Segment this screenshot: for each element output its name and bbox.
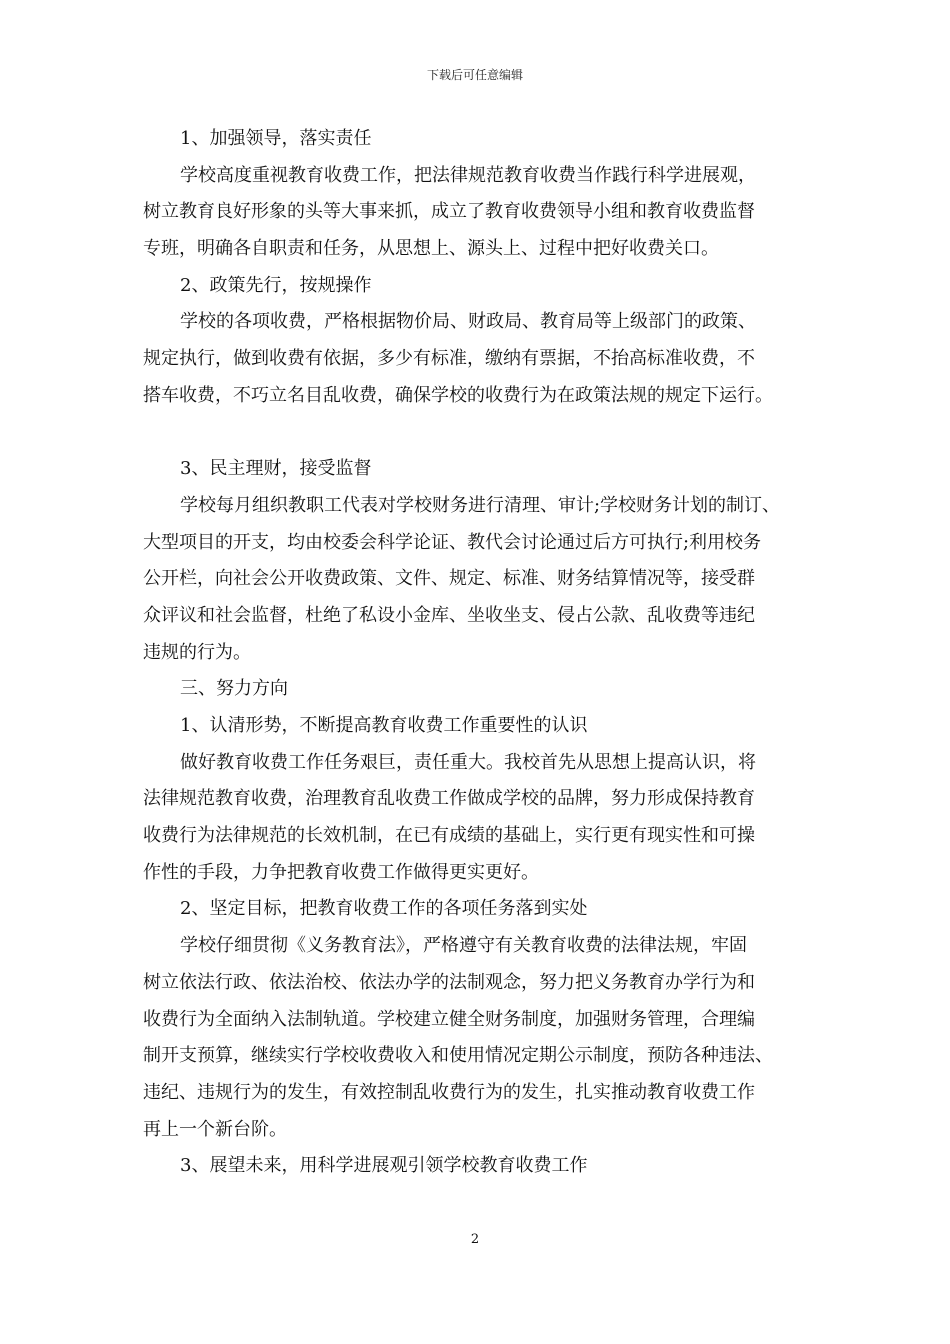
blank-line xyxy=(143,415,823,452)
paragraph-line: 学校高度重视教育收费工作，把法律规范教育收费当作践行科学进展观， xyxy=(180,164,756,186)
paragraph-line: 公开栏，向社会公开收费政策、文件、规定、标准、财务结算情况等，接受群 xyxy=(143,568,755,590)
page-number: 2 xyxy=(470,1232,480,1247)
paragraph-line: 搭车收费，不巧立名目乱收费，确保学校的收费行为在政策法规的规定下运行。 xyxy=(143,384,773,406)
paragraph-line: 违规的行为。 xyxy=(143,641,251,663)
paragraph-line: 树立依法行政、依法治校、依法办学的法制观念，努力把义务教育办学行为和 xyxy=(143,971,755,993)
paragraph-line: 再上一个新台阶。 xyxy=(143,1118,287,1140)
paragraph-line: 学校每月组织教职工代表对学校财务进行清理、审计;学校财务计划的制订、 xyxy=(180,494,781,516)
page-header: 下载后可任意编辑 xyxy=(426,68,523,82)
paragraph-line: 众评议和社会监督，杜绝了私设小金库、坐收坐支、侵占公款、乱收费等违纪 xyxy=(143,604,755,626)
document-body xyxy=(143,121,823,1185)
paragraph-line: 规定执行，做到收费有依据，多少有标准，缴纳有票据，不抬高标准收费，不 xyxy=(143,348,755,370)
paragraph-line: 学校的各项收费，严格根据物价局、财政局、教育局等上级部门的政策、 xyxy=(180,311,756,333)
paragraph-line: 收费行为法律规范的长效机制，在已有成绩的基础上，实行更有现实性和可操 xyxy=(143,825,755,847)
paragraph-line: 制开支预算，继续实行学校收费收入和使用情况定期公示制度，预防各种违法、 xyxy=(143,1045,773,1067)
section-heading: 三、努力方向 xyxy=(180,678,288,700)
paragraph-line: 学校仔细贯彻《义务教育法》，严格遵守有关教育收费的法律法规，牢固 xyxy=(180,935,747,957)
section-heading: 3、民主理财，接受监督 xyxy=(180,458,372,480)
paragraph-line: 大型项目的开支，均由校委会科学论证、教代会讨论通过后方可执行;利用校务 xyxy=(143,531,762,553)
section-heading: 3、展望未来，用科学进展观引领学校教育收费工作 xyxy=(180,1155,588,1177)
paragraph-line: 做好教育收费工作任务艰巨，责任重大。我校首先从思想上提高认识，将 xyxy=(180,751,756,773)
paragraph-line: 专班，明确各自职责和任务，从思想上、源头上、过程中把好收费关口。 xyxy=(143,238,719,260)
paragraph-line: 法律规范教育收费，治理教育乱收费工作做成学校的品牌，努力形成保持教育 xyxy=(143,788,755,810)
paragraph-line: 收费行为全面纳入法制轨道。学校建立健全财务制度，加强财务管理，合理编 xyxy=(143,1008,755,1030)
paragraph-line: 树立教育良好形象的头等大事来抓，成立了教育收费领导小组和教育收费监督 xyxy=(143,201,755,223)
paragraph-line: 作性的手段，力争把教育收费工作做得更实更好。 xyxy=(143,861,539,883)
section-heading: 2、政策先行，按规操作 xyxy=(180,274,372,296)
section-heading: 2、坚定目标，把教育收费工作的各项任务落到实处 xyxy=(180,898,588,920)
section-heading: 1、认清形势，不断提高教育收费工作重要性的认识 xyxy=(180,715,588,736)
paragraph-line: 违纪、违规行为的发生，有效控制乱收费行为的发生，扎实推动教育收费工作 xyxy=(143,1081,755,1103)
section-heading: 1、加强领导，落实责任 xyxy=(180,128,372,149)
